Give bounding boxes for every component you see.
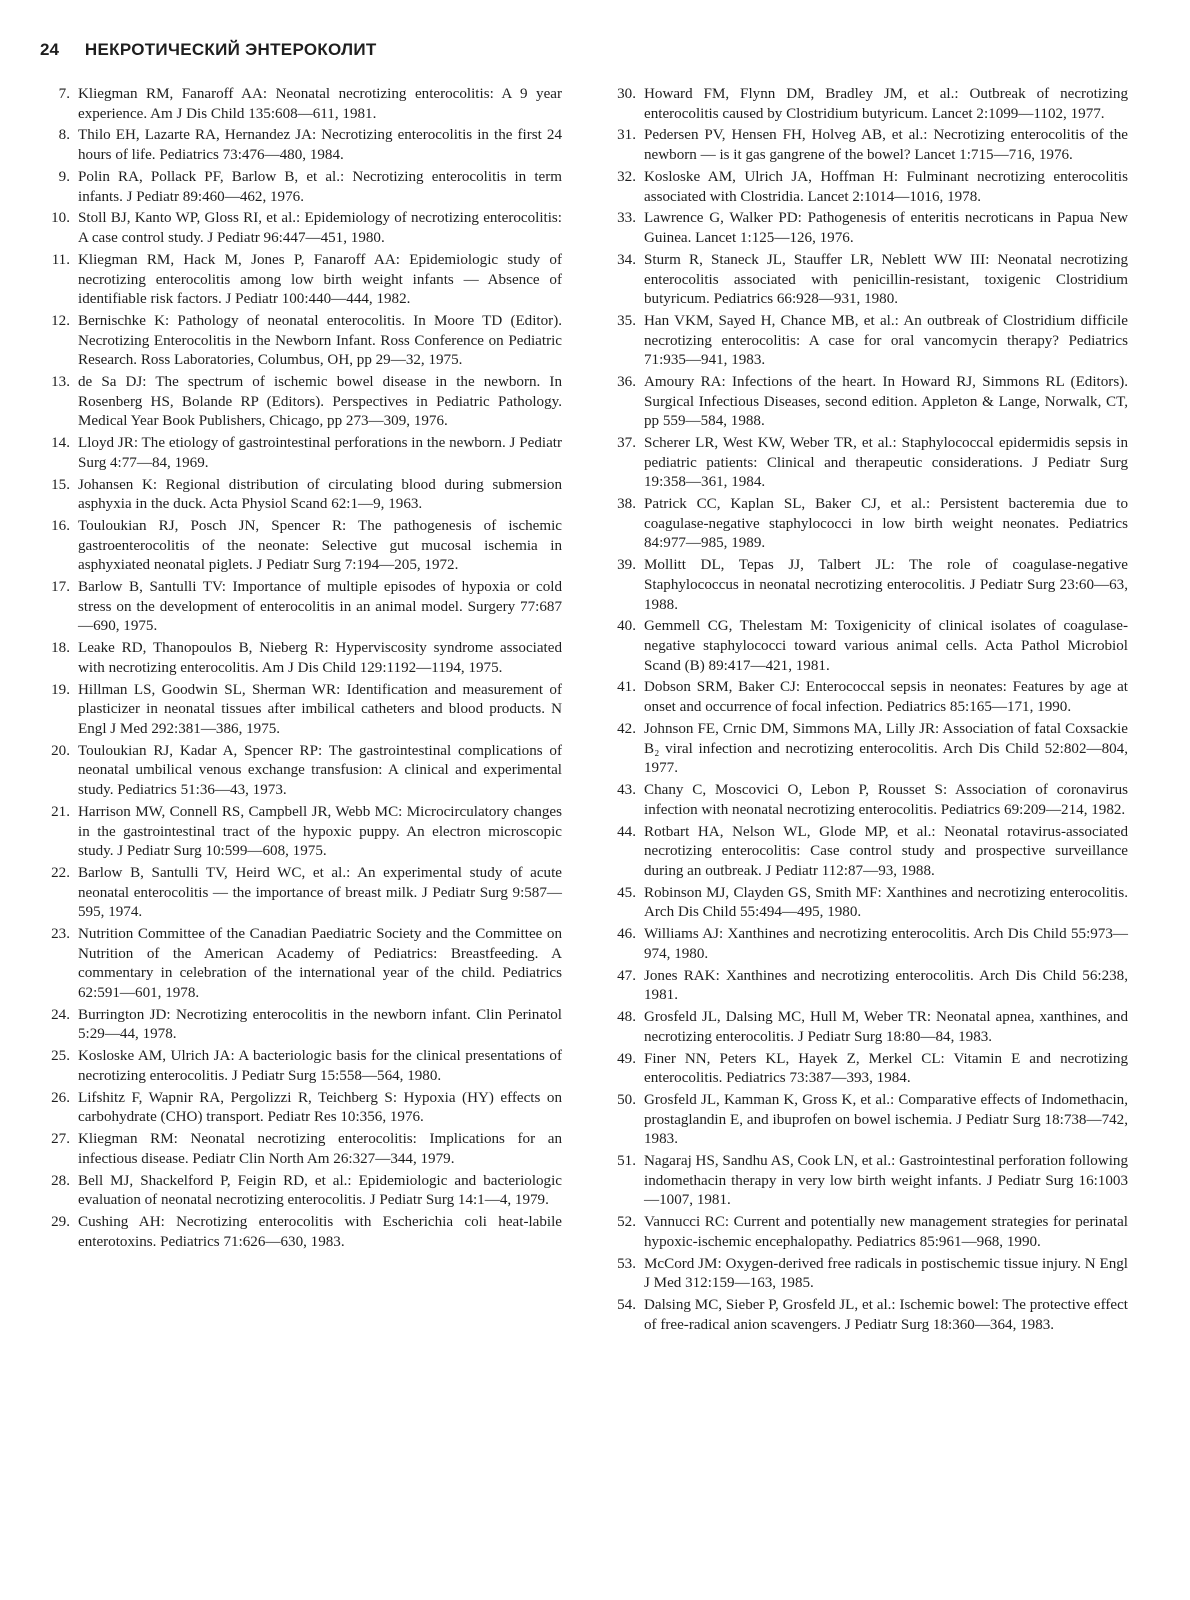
reference-number: 46. — [617, 926, 636, 943]
reference-number: 26. — [51, 1089, 70, 1106]
reference-text: Gemmell CG, Thelestam M: Toxigenicity of clinical isolates of coagulase-negative staphylococci toward various animal cells. Acta Pathol Microbiol Scand (B) 89:417—421, 1981. — [644, 618, 1128, 674]
reference-item — [606, 126, 1128, 165]
reference-number: 28. — [51, 1172, 70, 1189]
reference-item — [606, 884, 1128, 923]
reference-number: 40. — [617, 618, 636, 635]
reference-number: 38. — [617, 496, 636, 513]
reference-text: Touloukian RJ, Posch JN, Spencer R: The pathogenesis of ischemic gastroenterocolitis of the neonate: Selective gut mucosal ischemia in asphyxiated neonatal piglets. J Pediatr Surg 7:194—205, 1972. — [78, 518, 562, 574]
reference-text: Grosfeld JL, Dalsing MC, Hull M, Weber TR: Neonatal apnea, xanthines, and necrotizing enterocolitis. J Pediatr Surg 18:80—84, 1983. — [644, 1009, 1128, 1045]
reference-number: 34. — [617, 251, 636, 268]
reference-text: Stoll BJ, Kanto WP, Gloss RI, et al.: Epidemiology of necrotizing enterocolitis: A case control study. J Pediatr 96:447—451, 1980. — [78, 210, 562, 247]
reference-text: Robinson MJ, Clayden GS, Smith MF: Xanthines and necrotizing enterocolitis. Arch Dis Child 55:494—495, 1980. — [644, 884, 1128, 921]
reference-number: 41. — [617, 679, 636, 696]
reference-text: Leake RD, Thanopoulos B, Nieberg R: Hyperviscosity syndrome associated with necrotizing enterocolitis. Am J Dis Child 129:1192—1194, 1975. — [78, 640, 562, 676]
page-header — [40, 40, 377, 60]
reference-item — [40, 639, 562, 678]
reference-text: Kosloske AM, Ulrich JA, Hoffman H: Fulminant necrotizing enterocolitis associated with Clostridia. Lancet 2:1014—1016, 1978. — [644, 168, 1128, 205]
reference-text: Han VKM, Sayed H, Chance MB, et al.: An outbreak of Clostridium difficile necrotizing enterocolitis: A case for oral vancomycin therapy? Pediatrics 71:935—941, 1983. — [644, 313, 1128, 369]
reference-item — [40, 1130, 562, 1169]
reference-item — [606, 1255, 1128, 1294]
reference-item — [606, 823, 1128, 882]
reference-item — [40, 578, 562, 637]
reference-number: 39. — [617, 557, 636, 574]
reference-number: 27. — [51, 1131, 70, 1148]
reference-item — [606, 1213, 1128, 1252]
reference-item — [606, 1296, 1128, 1335]
reference-text: Amoury RA: Infections of the heart. In Howard RJ, Simmons RL (Editors). Surgical Infectious Diseases, second edition. Appleton & Lange, Norwalk, CT, pp 559—584, 1988. — [644, 374, 1128, 430]
reference-number: 50. — [617, 1092, 636, 1109]
reference-item — [606, 168, 1128, 207]
reference-item — [40, 373, 562, 432]
reference-item — [606, 678, 1128, 717]
reference-number: 30. — [617, 86, 636, 102]
reference-number: 42. — [617, 720, 636, 737]
running-title: НЕКРОТИЧЕСКИЙ ЭНТЕРОКОЛИТ — [84, 40, 377, 59]
reference-number: 9. — [58, 168, 70, 185]
reference-text: de Sa DJ: The spectrum of ischemic bowel disease in the newborn. In Rosenberg HS, Bolande RP (Editors). Perspectives in Pediatric Pathology. Medical Year Book Publishers, Chicago, pp 273—309, 1976. — [78, 374, 562, 430]
reference-text: Grosfeld JL, Kamman K, Gross K, et al.: Comparative effects of Indomethacin, prostaglandin E, and ibuprofen on bowel ischemia. J Pediatr Surg 18:738—742, 1983. — [644, 1092, 1128, 1148]
reference-item — [606, 1050, 1128, 1089]
reference-text: Cushing AH: Necrotizing enterocolitis with Escherichia coli heat-labile enterotoxins. Pediatrics 71:626—630, 1983. — [78, 1214, 562, 1250]
reference-item — [40, 126, 562, 165]
reference-item — [40, 517, 562, 576]
reference-text: Thilo EH, Lazarte RA, Hernandez JA: Necrotizing enterocolitis in the first 24 hours of life. Pediatrics 73:476—480, 1984. — [78, 127, 562, 164]
reference-number: 24. — [51, 1006, 70, 1023]
reference-text: Rotbart HA, Nelson WL, Glode MP, et al.: Neonatal rotavirus-associated necrotizing enterocolitis: Case control study and prospective surveillance during an outbreak. J Pediatr 112:87—93, 1988. — [644, 823, 1128, 879]
reference-number: 52. — [617, 1214, 636, 1231]
reference-number: 16. — [51, 518, 70, 535]
reference-number: 47. — [617, 967, 636, 984]
reference-text: Burrington JD: Necrotizing enterocolitis in the newborn infant. Clin Perinatol 5:29—44, 1978. — [78, 1006, 562, 1043]
reference-number: 49. — [617, 1050, 636, 1067]
reference-item — [40, 681, 562, 740]
reference-number: 8. — [58, 127, 70, 144]
reference-number: 7. — [58, 86, 70, 102]
reference-item — [606, 720, 1128, 779]
reference-item — [40, 1006, 562, 1045]
reference-text: Nagaraj HS, Sandhu AS, Cook LN, et al.: Gastrointestinal perforation following indomethacin therapy in very low birth weight infants. J Pediatr Surg 16:1003—1007, 1981. — [644, 1153, 1128, 1209]
reference-text: Barlow B, Santulli TV, Heird WC, et al.: An experimental study of acute neonatal enterocolitis — the importance of breast milk. J Pediatr Surg 9:587—595, 1974. — [78, 865, 562, 921]
reference-text: Vannucci RC: Current and potentially new management strategies for perinatal hypoxic-ischemic encephalopathy. Pediatrics 85:961—968, 1990. — [644, 1214, 1128, 1250]
reference-number: 19. — [51, 681, 70, 698]
reference-number: 36. — [617, 374, 636, 391]
reference-item — [606, 617, 1128, 676]
reference-number: 33. — [617, 210, 636, 227]
reference-number: 10. — [51, 210, 70, 227]
reference-item — [606, 373, 1128, 432]
reference-number: 53. — [617, 1255, 636, 1272]
reference-item — [606, 434, 1128, 493]
reference-number: 43. — [617, 782, 636, 799]
reference-item — [40, 168, 562, 207]
reference-text: Howard FM, Flynn DM, Bradley JM, et al.: Outbreak of necrotizing enterocolitis caused by Clostridium butyricum. Lancet 2:1099—1102, 1977. — [644, 86, 1128, 122]
reference-text: Lloyd JR: The etiology of gastrointestinal perforations in the newborn. J Pediatr Surg 4:77—84, 1969. — [78, 435, 562, 471]
reference-text: Polin RA, Pollack PF, Barlow B, et al.: Necrotizing enterocolitis in term infants. J Pediatr 89:460—462, 1976. — [78, 168, 562, 205]
reference-text: Sturm R, Staneck JL, Stauffer LR, Neblett WW III: Neonatal necrotizing enterocolitis associated with penicillin-resistant, toxigenic Clostridium butyricum. Pediatrics 66:928—931, 1980. — [644, 251, 1128, 308]
reference-number: 23. — [51, 926, 70, 943]
reference-number: 51. — [617, 1153, 636, 1170]
reference-text: Dalsing MC, Sieber P, Grosfeld JL, et al.: Ischemic bowel: The protective effect of free-radical anion scavengers. J Pediatr Surg 18:360—364, 1983. — [644, 1297, 1128, 1333]
reference-number: 31. — [617, 127, 636, 144]
reference-item — [606, 967, 1128, 1006]
reference-item — [606, 1091, 1128, 1150]
reference-number: 45. — [617, 884, 636, 901]
reference-number: 22. — [51, 865, 70, 882]
reference-text: Hillman LS, Goodwin SL, Sherman WR: Identification and measurement of plasticizer in neonatal tissues after imbilical catheters and blood products. N Engl J Med 292:381—386, 1975. — [78, 681, 562, 737]
reference-item — [606, 556, 1128, 615]
reference-item — [40, 742, 562, 801]
reference-text: Kliegman RM, Hack M, Jones P, Fanaroff AA: Epidemiologic study of necrotizing enterocolitis among low birth weight infants — Absence of identifiable risk factors. J Pediatr 100:440—444, 1982. — [78, 251, 562, 308]
reference-text: Johnson FE, Crnic DM, Simmons MA, Lilly JR: Association of fatal Coxsackie B₂ viral infection and necrotizing enterocolitis. Arch Dis Child 52:802—804, 1977. — [644, 720, 1128, 777]
reference-number: 32. — [617, 168, 636, 185]
reference-item — [40, 1089, 562, 1128]
reference-item — [40, 1172, 562, 1211]
reference-text: Chany C, Moscovici O, Lebon P, Rousset S: Association of coronavirus infection with neonatal necrotizing enterocolitis. Pediatrics 69:209—214, 1982. — [644, 782, 1128, 818]
reference-item — [40, 803, 562, 862]
reference-item — [40, 312, 562, 371]
reference-item — [40, 1047, 562, 1086]
reference-number: 21. — [51, 803, 70, 820]
reference-number: 29. — [51, 1214, 70, 1231]
reference-item — [40, 85, 562, 124]
reference-number: 17. — [51, 579, 70, 596]
reference-item — [606, 209, 1128, 248]
reference-text: Patrick CC, Kaplan SL, Baker CJ, et al.: Persistent bacteremia due to coagulase-negative staphylococci in low birth weight neonates. Pediatrics 84:977—985, 1989. — [644, 496, 1128, 552]
reference-number: 44. — [617, 823, 636, 840]
reference-number: 35. — [617, 313, 636, 330]
reference-text: Jones RAK: Xanthines and necrotizing enterocolitis. Arch Dis Child 56:238, 1981. — [644, 967, 1128, 1004]
reference-text: Bell MJ, Shackelford P, Feigin RD, et al.: Epidemiologic and bacteriologic evaluation of neonatal necrotizing enterocolitis. J Pediatr Surg 14:1—4, 1979. — [78, 1172, 562, 1209]
reference-item — [40, 434, 562, 473]
reference-text: Finer NN, Peters KL, Hayek Z, Merkel CL: Vitamin E and necrotizing enterocolitis. Pediatrics 73:387—393, 1984. — [644, 1050, 1128, 1087]
reference-item — [40, 864, 562, 923]
reference-number: 12. — [51, 313, 70, 330]
reference-item — [606, 1008, 1128, 1047]
reference-number: 11. — [51, 251, 70, 268]
reference-item — [40, 925, 562, 1003]
reference-text: Scherer LR, West KW, Weber TR, et al.: Staphylococcal epidermidis sepsis in pediatric patients: Clinical and therapeutic considerations. J Pediatr Surg 19:358—361, 1984. — [644, 435, 1128, 491]
reference-text: Mollitt DL, Tepas JJ, Talbert JL: The role of coagulase-negative Staphylococcus in neonatal necrotizing enterocolitis. J Pediatr Surg 23:60—63, 1988. — [644, 557, 1128, 613]
reference-text: Kliegman RM: Neonatal necrotizing enterocolitis: Implications for an infectious disease. Pediatr Clin North Am 26:327—344, 1979. — [78, 1131, 562, 1167]
reference-text: Harrison MW, Connell RS, Campbell JR, Webb MC: Microcirculatory changes in the gastrointestinal tract of the hypoxic puppy. An electron microscopic study. J Pediatr Surg 10:599—608, 1975. — [78, 803, 562, 860]
reference-text: Johansen K: Regional distribution of circulating blood during submersion asphyxia in the duck. Acta Physiol Scand 62:1—9, 1963. — [78, 476, 562, 513]
reference-item — [606, 781, 1128, 820]
references-left-column — [40, 85, 562, 1255]
reference-text: McCord JM: Oxygen-derived free radicals in postischemic tissue injury. N Engl J Med 312:159—163, 1985. — [644, 1255, 1128, 1292]
reference-text: Barlow B, Santulli TV: Importance of multiple episodes of hypoxia or cold stress on the development of enterocolitis in an animal model. Surgery 77:687—690, 1975. — [78, 579, 562, 635]
reference-item — [40, 209, 562, 248]
reference-text: Bernischke K: Pathology of neonatal enterocolitis. In Moore TD (Editor). Necrotizing Enterocolitis in the Newborn Infant. Ross Conference on Pediatric Research. Ross Laboratories, Columbus, OH, pp 29—32, 1975. — [78, 313, 562, 369]
reference-item — [40, 1213, 562, 1252]
reference-number: 20. — [51, 742, 70, 759]
reference-item — [606, 925, 1128, 964]
reference-item — [606, 495, 1128, 554]
reference-text: Dobson SRM, Baker CJ: Enterococcal sepsis in neonates: Features by age at onset and occurrence of focal infection. Pediatrics 85:165—171, 1990. — [644, 679, 1128, 716]
reference-item — [606, 251, 1128, 310]
reference-number: 48. — [617, 1009, 636, 1026]
page-number: 24 — [40, 40, 59, 59]
reference-text: Lawrence G, Walker PD: Pathogenesis of enteritis necroticans in Papua New Guinea. Lancet 1:125—126, 1976. — [644, 210, 1128, 247]
reference-text: Kosloske AM, Ulrich JA: A bacteriologic basis for the clinical presentations of necrotizing enterocolitis. J Pediatr Surg 15:558—564, 1980. — [78, 1048, 562, 1084]
reference-text: Nutrition Committee of the Canadian Paediatric Society and the Committee on Nutrition of the American Academy of Pediatrics: Breastfeeding. A commentary in celebration of the international year of the child. Pediatrics 62:591—601, 1978. — [78, 926, 562, 1001]
reference-item — [40, 476, 562, 515]
reference-item — [40, 251, 562, 310]
reference-number: 37. — [617, 435, 636, 452]
reference-number: 15. — [51, 476, 70, 493]
reference-item — [606, 85, 1128, 124]
reference-text: Pedersen PV, Hensen FH, Holveg AB, et al.: Necrotizing enterocolitis of the newborn — is it gas gangrene of the bowel? Lancet 1:715—716, 1976. — [644, 127, 1128, 164]
reference-number: 14. — [51, 435, 70, 452]
reference-item — [606, 312, 1128, 371]
references-right-column — [606, 85, 1128, 1338]
reference-number: 18. — [51, 640, 70, 657]
reference-item — [606, 1152, 1128, 1211]
reference-number: 54. — [617, 1297, 636, 1314]
reference-number: 25. — [51, 1048, 70, 1065]
reference-text: Touloukian RJ, Kadar A, Spencer RP: The gastrointestinal complications of neonatal umbilical venous exchange transfusion: A clinical and experimental study. Pediatrics 51:36—43, 1973. — [78, 742, 562, 799]
reference-text: Kliegman RM, Fanaroff AA: Neonatal necrotizing enterocolitis: A 9 year experience. Am J Dis Child 135:608—611, 1981. — [78, 86, 562, 122]
reference-text: Lifshitz F, Wapnir RA, Pergolizzi R, Teichberg S: Hypoxia (HY) effects on carbohydrate (CHO) transport. Pediatr Res 10:356, 1976. — [78, 1089, 562, 1126]
reference-number: 13. — [51, 374, 70, 391]
reference-text: Williams AJ: Xanthines and necrotizing enterocolitis. Arch Dis Child 55:973—974, 1980. — [644, 926, 1128, 962]
